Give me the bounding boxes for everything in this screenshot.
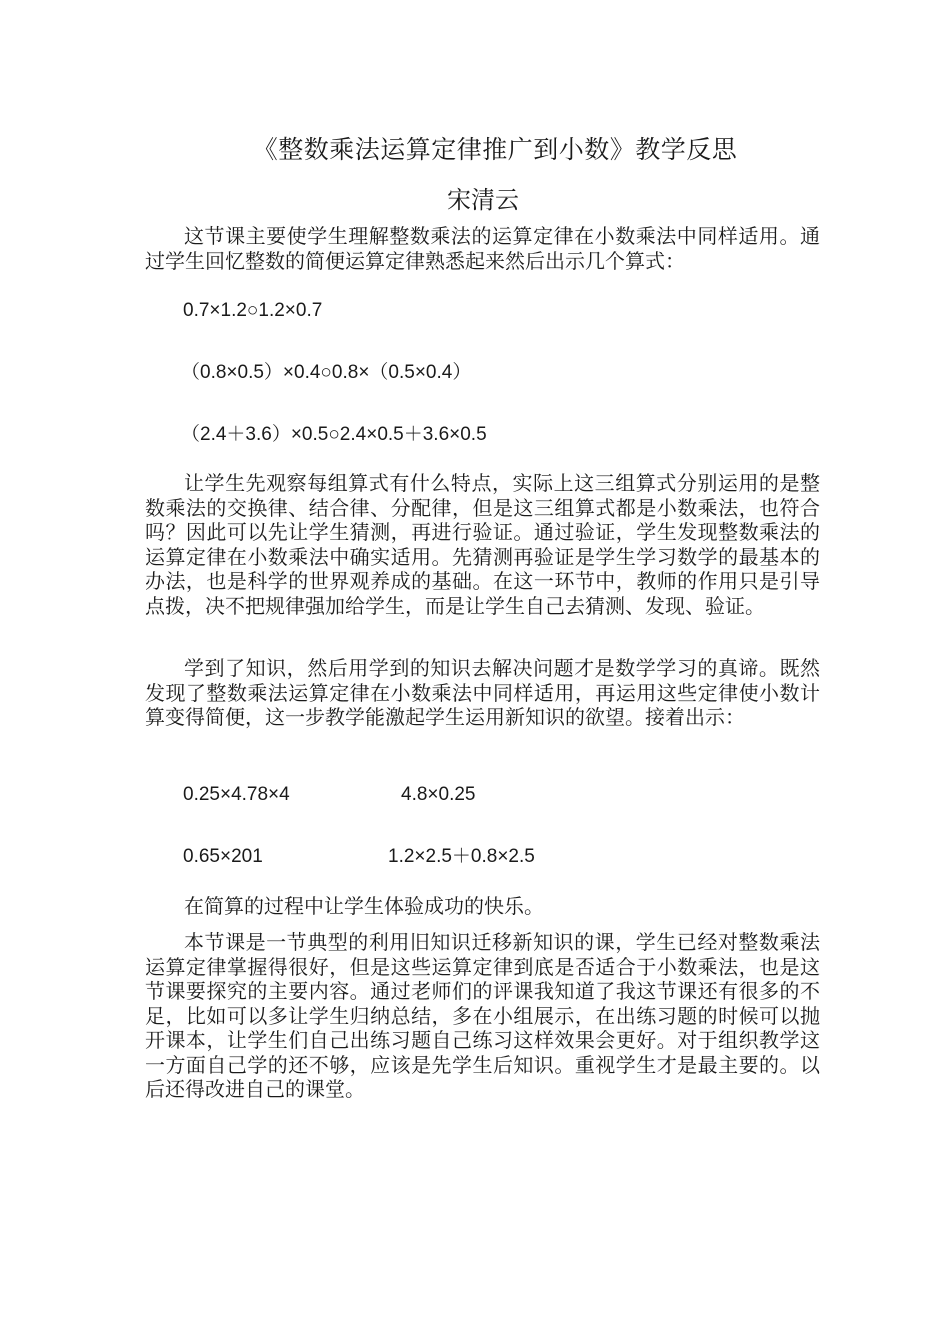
formula-practice-1-left: 0.25×4.78×4 xyxy=(183,784,290,805)
paragraph-intro: 这节课主要使学生理解整数乘法的运算定律在小数乘法中同样适用。通过学生回忆整数的简便运算定律熟悉起来然后出示几个算式： xyxy=(145,224,820,273)
paragraph-reflection: 本节课是一节典型的利用旧知识迁移新知识的课，学生已经对整数乘法运算定律掌握得很好，但是这些运算定律到底是否适合于小数乘法，也是这节课要探究的主要内容。通过老师们的评课我知道了我这节课还有很多的不足，比如可以多让学生归纳总结，多在小组展示，在出练习题的时候可以抛开课本，让学生们自己出练习题自己练习这样效果会更好。对于组织教学这一方面自己学的还不够，应该是先学生后知识。重视学生才是最主要的。以后还得改进自己的课堂。 xyxy=(145,930,820,1101)
formula-practice-2-right: 1.2×2.5＋0.8×2.5 xyxy=(388,846,535,867)
paragraph-success: 在简算的过程中让学生体验成功的快乐。 xyxy=(184,894,544,918)
formula-commutative: 0.7×1.2○1.2×0.7 xyxy=(183,300,323,321)
paragraph-observation: 让学生先观察每组算式有什么特点，实际上这三组算式分别运用的是整数乘法的交换律、结合律、分配律，但是这三组算式都是小数乘法，也符合吗？因此可以先让学生猜测，再进行验证。通过验证，学生发现整数乘法的运算定律在小数乘法中确实适用。先猜测再验证是学生学习数学的最基本的办法，也是科学的世界观养成的基础。在这一环节中，教师的作用只是引导点拨，决不把规律强加给学生，而是让学生自己去猜测、发现、验证。 xyxy=(145,471,820,618)
formula-practice-1-right: 4.8×0.25 xyxy=(401,784,476,805)
document-title: 《整数乘法运算定律推广到小数》教学反思 xyxy=(252,135,738,164)
formula-associative: （0.8×0.5）×0.4○0.8×（0.5×0.4） xyxy=(181,362,472,383)
document-author: 宋清云 xyxy=(447,186,519,214)
formula-distributive: （2.4＋3.6）×0.5○2.4×0.5＋3.6×0.5 xyxy=(181,424,487,445)
paragraph-application: 学到了知识，然后用学到的知识去解决问题才是数学学习的真谛。既然发现了整数乘法运算定律在小数乘法中同样适用，再运用这些定律使小数计算变得简便，这一步教学能激起学生运用新知识的欲望。接着出示： xyxy=(145,656,820,729)
formula-practice-2-left: 0.65×201 xyxy=(183,846,263,867)
